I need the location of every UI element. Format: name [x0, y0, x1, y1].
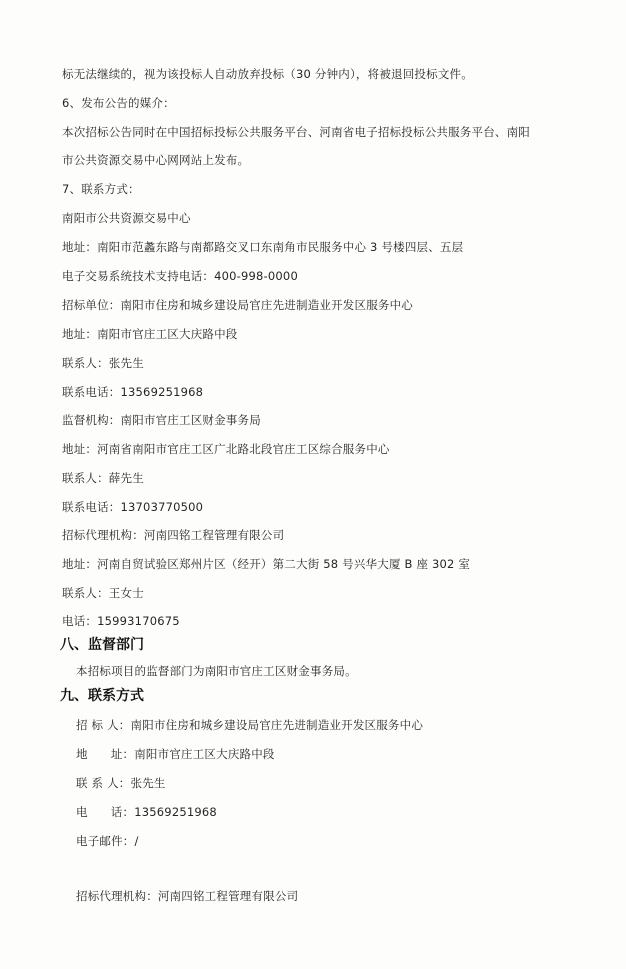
- contact-row-address: [76, 746, 275, 762]
- subsection-heading-7: 7、联系方式：: [62, 182, 140, 196]
- center-name: 南阳市公共资源交易中心: [62, 211, 191, 225]
- field-label: 招标代理机构：: [76, 889, 158, 903]
- field-value: 南阳市住房和城乡建设局官庄先进制造业开发区服务中心: [130, 718, 424, 732]
- tenderer-line: 招标单位：南阳市住房和城乡建设局官庄先进制造业开发区服务中心: [62, 298, 413, 312]
- tenderer-phone: 联系电话：13569251968: [62, 385, 204, 399]
- agent-phone: 电话：15993170675: [62, 614, 180, 628]
- agent-line: 招标代理机构：河南四铭工程管理有限公司: [62, 528, 285, 542]
- supervisor-line: 监督机构：南阳市官庄工区财金事务局: [62, 413, 261, 427]
- field-value: 张先生: [130, 776, 166, 790]
- body-text-line: 市公共资源交易中心网网站上发布。: [62, 153, 250, 167]
- center-address: 地址：南阳市范蠡东路与南都路交叉口东南角市民服务中心 3 号楼四层、五层: [62, 240, 464, 254]
- field-label: 电子邮件：: [76, 834, 135, 848]
- contact-row-agent: [76, 888, 298, 904]
- body-text-line: 本次招标公告同时在中国招标投标公共服务平台、河南省电子招标投标公共服务平台、南阳: [62, 125, 530, 139]
- field-label: 地 址：: [76, 747, 135, 761]
- section-heading-9: 九、联系方式: [60, 688, 144, 704]
- tenderer-contact: 联系人：张先生: [62, 356, 144, 370]
- field-label: 电 话：: [76, 805, 135, 819]
- section-heading-8: 八、监督部门: [60, 637, 144, 653]
- contact-row-contact: [76, 775, 166, 791]
- tech-support-phone: 电子交易系统技术支持电话：400-998-0000: [62, 269, 298, 283]
- agent-contact: 联系人：王女士: [62, 586, 144, 600]
- field-value: 河南四铭工程管理有限公司: [157, 889, 299, 903]
- field-value: 13569251968: [134, 805, 217, 819]
- contact-row-email: [76, 833, 139, 849]
- supervisor-phone: 联系电话：13703770500: [62, 500, 204, 514]
- field-value: /: [134, 834, 139, 848]
- contact-row-tenderer: [76, 717, 423, 733]
- supervisor-contact: 联系人：薛先生: [62, 471, 144, 485]
- subsection-heading-6: 6、发布公告的媒介：: [62, 96, 175, 110]
- body-text-line: 标无法继续的，视为该投标人自动放弃投标（30 分钟内），将被退回投标文件。: [62, 67, 473, 81]
- contact-row-phone: [76, 804, 217, 820]
- supervision-statement: 本招标项目的监督部门为南阳市官庄工区财金事务局。: [76, 664, 357, 678]
- tenderer-address: 地址：南阳市官庄工区大庆路中段: [62, 327, 238, 341]
- supervisor-address: 地址：河南省南阳市官庄工区广北路北段官庄工区综合服务中心: [62, 442, 390, 456]
- agent-address: 地址：河南自贸试验区郑州片区（经开）第二大街 58 号兴华大厦 B 座 302 室: [62, 557, 471, 571]
- field-label: 招 标 人：: [76, 718, 131, 732]
- field-value: 南阳市官庄工区大庆路中段: [134, 747, 275, 761]
- field-label: 联 系 人：: [76, 776, 131, 790]
